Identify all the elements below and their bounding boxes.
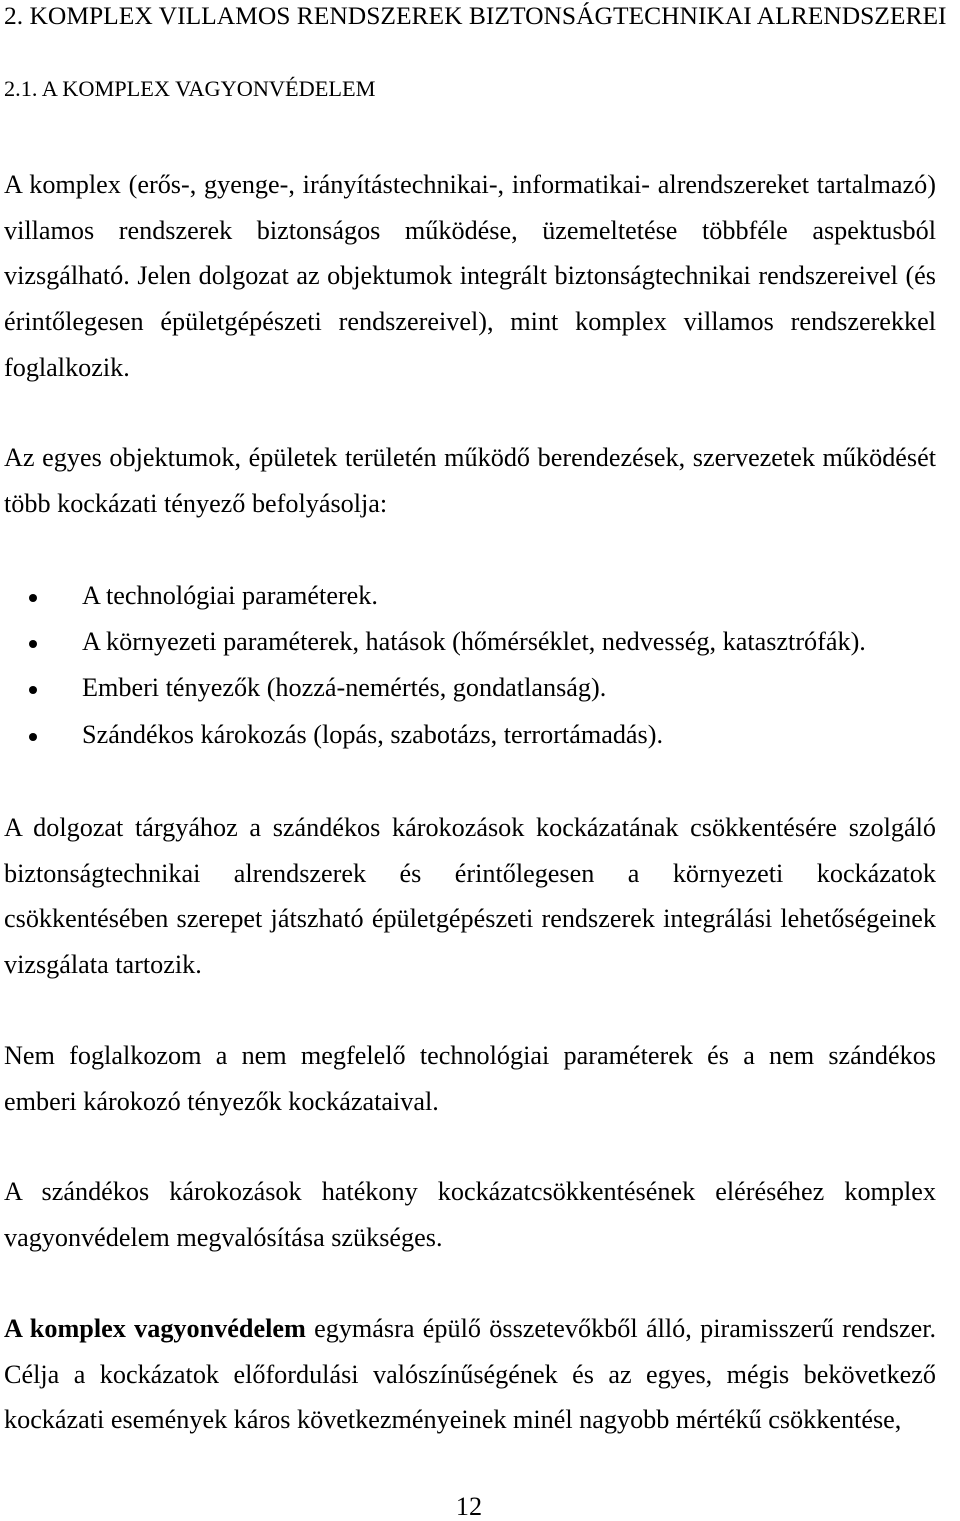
text-line: csökkentésében szerepet játszható épületgépészeti rendszerek integrálási lehetőségeinek: [4, 904, 936, 934]
list-item-text: Emberi tényezők (hozzá-nemértés, gondatlanság).: [82, 673, 607, 703]
bullet-icon: [29, 594, 37, 602]
text-line: [4, 1306, 936, 1352]
risk-factor-list: [0, 573, 936, 758]
paragraph-exclusions: [4, 1033, 936, 1124]
bullet-icon: [29, 733, 37, 741]
list-item-text: A környezeti paraméterek, hatások (hőmérséklet, nedvesség, katasztrófák).: [82, 627, 866, 657]
text-line: több kockázati tényező befolyásolja:: [4, 488, 388, 518]
list-item: [0, 712, 936, 758]
paragraph-scope: [4, 805, 936, 988]
section-heading: 2.1. A KOMPLEX VAGYONVÉDELEM: [4, 76, 376, 101]
text-line: A komplex (erős-, gyenge-, irányítástechnikai-, informatikai- alrendszereket tartalmazó): [4, 170, 936, 199]
bold-lead: A komplex vagyonvédelem: [4, 1314, 306, 1343]
text-line: Célja a kockázatok előfordulási valószínűségének és az egyes, mégis bekövetkező: [4, 1359, 936, 1389]
text-line: Az egyes objektumok, épületek területén működő berendezések, szervezetek működését: [4, 443, 936, 472]
list-item-text: A technológiai paraméterek.: [82, 581, 378, 610]
page-number: 12: [455, 1492, 483, 1521]
text-line: A szándékos károkozások hatékony kockázatcsökkentésének eléréséhez komplex: [4, 1177, 936, 1206]
chapter-heading: 2. KOMPLEX VILLAMOS RENDSZEREK BIZTONSÁGTECHNIKAI ALRENDSZEREI: [4, 1, 947, 30]
list-item: [0, 619, 936, 665]
paragraph-requirement: [4, 1169, 936, 1260]
paragraph-risk-intro: [4, 435, 936, 526]
bullet-icon: [29, 686, 37, 694]
text-line: érintőlegesen épületgépészeti rendszereivel), mint komplex villamos rendszerekkel: [4, 307, 936, 337]
paragraph-definition: [4, 1306, 936, 1443]
text-line: kockázati események káros következményeinek minél nagyobb mértékű csökkentése,: [4, 1405, 902, 1435]
text-line: vagyonvédelem megvalósítása szükséges.: [4, 1222, 443, 1252]
text-line: vizsgálata tartozik.: [4, 950, 202, 980]
list-item: [0, 573, 936, 619]
bullet-icon: [29, 640, 37, 648]
text-line: vizsgálható. Jelen dolgozat az objektumok integrált biztonságtechnikai rendszereivel (és: [4, 261, 936, 291]
text-line: foglalkozik.: [4, 352, 130, 382]
text-line: biztonságtechnikai alrendszerek és érintőlegesen a környezeti kockázatok: [4, 858, 936, 888]
list-item: [0, 665, 936, 711]
paragraph-intro: [4, 162, 936, 390]
text-segment: egymásra épülő összetevőkből álló, piramisszerű rendszer.: [314, 1314, 937, 1343]
text-line: villamos rendszerek biztonságos működése, üzemeltetése többféle aspektusból: [4, 215, 936, 245]
text-line: Nem foglalkozom a nem megfelelő technológiai paraméterek és a nem szándékos: [4, 1041, 936, 1070]
list-item-text: Szándékos károkozás (lopás, szabotázs, terrortámadás).: [82, 719, 663, 749]
text-line: A dolgozat tárgyához a szándékos károkozások kockázatának csökkentésére szolgáló: [4, 813, 936, 842]
text-line: emberi károkozó tényezők kockázataival.: [4, 1086, 439, 1116]
